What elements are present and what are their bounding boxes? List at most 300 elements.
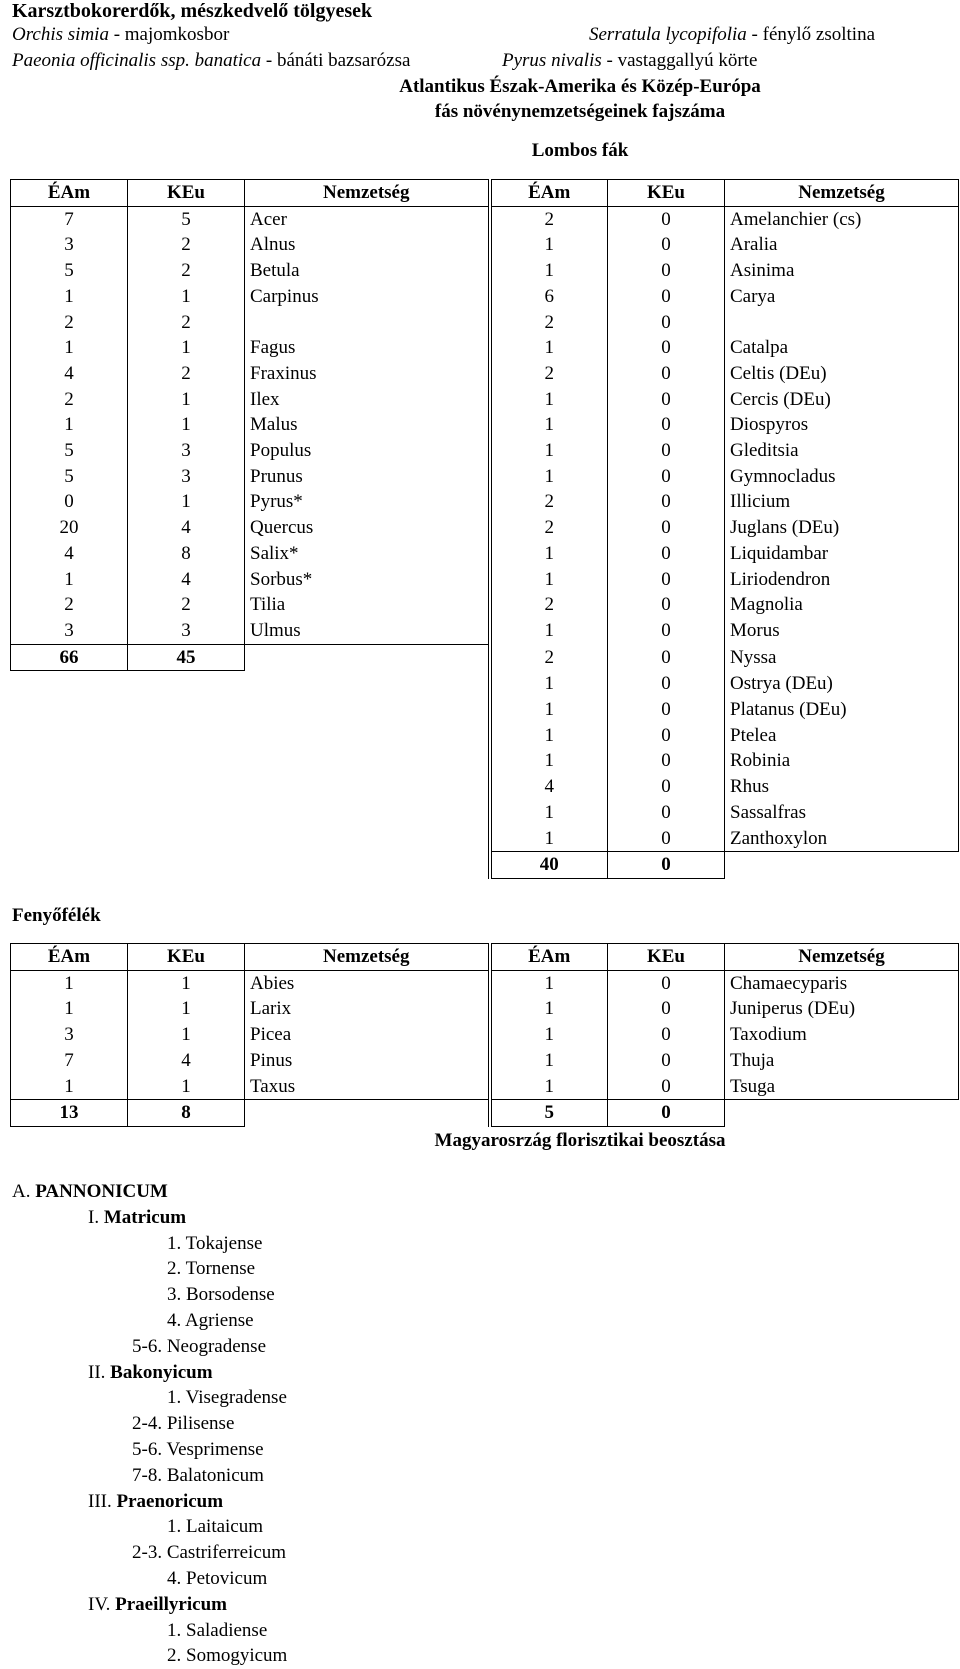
cell-keu: 0 (608, 826, 725, 852)
empty-cell (245, 671, 490, 697)
cell-keu: 1 (128, 387, 245, 413)
table-row (11, 723, 959, 749)
outline-prefix: 5-6. (132, 1335, 167, 1357)
outline-item (12, 1360, 287, 1386)
outline-item (12, 1643, 287, 1669)
empty-cell (11, 852, 128, 879)
cell-genus: Picea (245, 1022, 490, 1048)
outline-item (12, 1205, 287, 1231)
table-row (11, 206, 959, 232)
cell-keu: 0 (608, 618, 725, 644)
outline-item (12, 1334, 287, 1360)
table-row (11, 335, 959, 361)
cell-keu: 0 (608, 996, 725, 1022)
outline-prefix: 1. (167, 1232, 186, 1254)
lombos-table (10, 179, 959, 879)
outline-label: Praenoricum (116, 1490, 224, 1512)
empty-cell (245, 826, 490, 852)
cell-genus: Gleditsia (725, 438, 959, 464)
cell-keu: 0 (608, 515, 725, 541)
cell-genus: Malus (245, 412, 490, 438)
cell-genus: Tilia (245, 592, 490, 618)
outline-prefix: II. (88, 1361, 111, 1383)
cell-keu: 0 (608, 412, 725, 438)
cell-keu: 0 (608, 284, 725, 310)
outline-label: Neogradense (166, 1335, 267, 1357)
cell-eam: 1 (490, 723, 608, 749)
cell-eam: 7 (11, 1048, 128, 1074)
cell-eam: 7 (11, 206, 128, 232)
cell-keu: 3 (128, 438, 245, 464)
table-row (11, 826, 959, 852)
empty-cell (725, 852, 959, 879)
cell-eam: 1 (11, 1074, 128, 1100)
cell-eam: 1 (490, 970, 608, 996)
cell-keu: 2 (128, 310, 245, 336)
cell-genus: Diospyros (725, 412, 959, 438)
cell-keu: 0 (608, 258, 725, 284)
cell-eam: 1 (490, 567, 608, 593)
col-header: Nemzetség (245, 180, 490, 207)
col-header: KEu (128, 180, 245, 207)
cell-keu: 2 (128, 232, 245, 258)
cell-genus: Sassalfras (725, 800, 959, 826)
outline-item (12, 1463, 287, 1489)
cell-eam: 1 (490, 996, 608, 1022)
table-row (11, 996, 959, 1022)
cell-keu: 1 (128, 1074, 245, 1100)
total-keu: 45 (128, 644, 245, 671)
outline-prefix: I. (88, 1206, 104, 1228)
cell-eam: 2 (490, 644, 608, 671)
empty-cell (128, 826, 245, 852)
cell-eam: 6 (490, 284, 608, 310)
cell-eam: 5 (11, 258, 128, 284)
cell-genus: Tsuga (725, 1074, 959, 1100)
cell-genus: Chamaecyparis (725, 970, 959, 996)
outline-label: Visegradense (185, 1387, 287, 1409)
cell-genus: Taxus (245, 1074, 490, 1100)
cell-keu: 0 (608, 567, 725, 593)
outline-item (12, 1592, 287, 1618)
table-row (11, 748, 959, 774)
cell-genus: Betula (245, 258, 490, 284)
table-row (11, 970, 959, 996)
empty-cell (245, 800, 490, 826)
cell-genus: Quercus (245, 515, 490, 541)
outline-item (12, 1489, 287, 1515)
cell-eam: 1 (490, 800, 608, 826)
cell-genus: Juniperus (DEu) (725, 996, 959, 1022)
cell-keu: 4 (128, 1048, 245, 1074)
outline-item (12, 1231, 287, 1257)
cell-eam: 1 (490, 826, 608, 852)
empty-cell (128, 800, 245, 826)
cell-eam: 1 (490, 618, 608, 644)
cell-keu: 0 (608, 671, 725, 697)
outline-label: Saladiense (186, 1619, 268, 1641)
species-serratula (589, 24, 875, 46)
cell-genus: Pinus (245, 1048, 490, 1074)
outline-item (12, 1179, 287, 1205)
cell-eam: 4 (490, 774, 608, 800)
outline-label: Petovicum (186, 1567, 268, 1589)
table-row (11, 489, 959, 515)
cell-keu: 3 (128, 464, 245, 490)
species-hu: vastaggallyú körte (617, 50, 758, 71)
outline-prefix: 2-3. (132, 1542, 167, 1564)
cell-eam: 2 (490, 361, 608, 387)
outline-prefix: 2-4. (132, 1413, 167, 1435)
cell-genus: Illicium (725, 489, 959, 515)
cell-keu: 0 (608, 800, 725, 826)
floristic-outline (12, 1179, 287, 1669)
empty-cell (11, 671, 128, 697)
cell-genus: Sorbus* (245, 567, 490, 593)
outline-label: PANNONICUM (35, 1181, 168, 1202)
cell-genus: Magnolia (725, 592, 959, 618)
empty-cell (128, 723, 245, 749)
empty-cell (725, 1100, 959, 1127)
outline-prefix: 4. (167, 1309, 185, 1331)
outline-item (12, 1437, 287, 1463)
cell-keu: 0 (608, 723, 725, 749)
table-row (11, 1022, 959, 1048)
outline-label: Vesprimense (166, 1438, 264, 1460)
magyar-heading: Magyarosrzág florisztikai beosztása (434, 1130, 726, 1151)
outline-label: Laitaicum (186, 1516, 264, 1538)
cell-keu: 0 (608, 310, 725, 336)
cell-genus: Taxodium (725, 1022, 959, 1048)
cell-genus: Juglans (DEu) (725, 515, 959, 541)
total-eam: 13 (11, 1100, 128, 1127)
col-header: ÉAm (490, 180, 608, 207)
outline-prefix: 3. (167, 1284, 186, 1306)
col-header: ÉAm (11, 180, 128, 207)
empty-cell (128, 852, 245, 879)
outline-prefix: 1. (167, 1516, 186, 1538)
cell-eam: 1 (11, 335, 128, 361)
outline-label: Tornense (185, 1258, 256, 1280)
outline-prefix: 1. (167, 1619, 186, 1641)
cell-genus: Fagus (245, 335, 490, 361)
table-row (11, 387, 959, 413)
empty-cell (245, 644, 490, 671)
empty-cell (245, 852, 490, 879)
cell-genus: Nyssa (725, 644, 959, 671)
table-row (11, 438, 959, 464)
total-eam: 66 (11, 644, 128, 671)
total-keu: 8 (128, 1100, 245, 1127)
outline-prefix: 5-6. (132, 1438, 167, 1460)
species-pyrus (502, 50, 757, 72)
species-orchis (12, 24, 229, 46)
col-header: Nemzetség (725, 944, 959, 971)
cell-eam: 5 (11, 464, 128, 490)
cell-genus (245, 310, 490, 336)
cell-eam: 2 (490, 206, 608, 232)
empty-cell (245, 723, 490, 749)
fenyo-table (10, 943, 959, 1127)
cell-genus: Alnus (245, 232, 490, 258)
table-row (11, 800, 959, 826)
outline-item (12, 1566, 287, 1592)
empty-cell (11, 826, 128, 852)
cell-eam: 2 (490, 489, 608, 515)
section-title-line1: Atlantikus Észak-Amerika és Közép-Európa (399, 76, 761, 97)
cell-eam: 1 (11, 996, 128, 1022)
outline-label: Castriferreicum (166, 1542, 287, 1564)
species-sep: - (746, 24, 763, 45)
cell-genus: Prunus (245, 464, 490, 490)
cell-eam: 1 (490, 412, 608, 438)
cell-eam: 1 (11, 567, 128, 593)
outline-label: Tokajense (185, 1232, 263, 1254)
col-header: Nemzetség (245, 944, 490, 971)
outline-label: Balatonicum (166, 1464, 264, 1486)
table-row (11, 412, 959, 438)
cell-keu: 2 (128, 258, 245, 284)
cell-genus (725, 310, 959, 336)
outline-prefix: 1. (167, 1387, 186, 1409)
empty-cell (245, 748, 490, 774)
cell-genus: Amelanchier (cs) (725, 206, 959, 232)
empty-cell (11, 748, 128, 774)
cell-keu: 1 (128, 284, 245, 310)
empty-cell (11, 774, 128, 800)
cell-genus: Abies (245, 970, 490, 996)
species-latin: Serratula lycopifolia (589, 24, 747, 45)
species-sep: - (261, 50, 277, 71)
table-row (11, 644, 959, 671)
lombos-heading: Lombos fák (531, 140, 629, 161)
outline-item (12, 1256, 287, 1282)
col-header: ÉAm (490, 944, 608, 971)
cell-genus: Populus (245, 438, 490, 464)
cell-eam: 1 (490, 697, 608, 723)
cell-eam: 2 (11, 387, 128, 413)
cell-genus: Pyrus* (245, 489, 490, 515)
cell-genus: Liriodendron (725, 567, 959, 593)
cell-keu: 0 (608, 438, 725, 464)
species-sep: - (108, 24, 125, 45)
cell-keu: 1 (128, 489, 245, 515)
empty-cell (11, 800, 128, 826)
outline-item (12, 1618, 287, 1644)
cell-eam: 4 (11, 361, 128, 387)
cell-genus: Larix (245, 996, 490, 1022)
cell-eam: 1 (11, 970, 128, 996)
species-paeonia (12, 50, 410, 72)
cell-keu: 1 (128, 412, 245, 438)
cell-eam: 3 (11, 232, 128, 258)
table-row (11, 541, 959, 567)
table-row (11, 671, 959, 697)
cell-eam: 1 (490, 541, 608, 567)
cell-eam: 5 (11, 438, 128, 464)
page-heading: Karsztbokorerdők, mészkedvelő tölgyesek (12, 0, 373, 22)
cell-keu: 0 (608, 387, 725, 413)
table-row (11, 310, 959, 336)
cell-genus: Aralia (725, 232, 959, 258)
outline-prefix: A. (12, 1181, 36, 1202)
cell-eam: 1 (490, 1022, 608, 1048)
empty-cell (128, 671, 245, 697)
outline-label: Borsodense (186, 1284, 275, 1306)
col-header: KEu (608, 180, 725, 207)
cell-genus: Catalpa (725, 335, 959, 361)
outline-prefix: 4. (167, 1567, 186, 1589)
cell-eam: 2 (490, 310, 608, 336)
outline-label: Praeillyricum (115, 1593, 227, 1615)
cell-keu: 0 (608, 489, 725, 515)
table-row (11, 515, 959, 541)
total-eam: 5 (490, 1100, 608, 1127)
cell-eam: 0 (11, 489, 128, 515)
cell-eam: 1 (490, 387, 608, 413)
empty-cell (128, 774, 245, 800)
table-row (11, 1048, 959, 1074)
cell-keu: 1 (128, 996, 245, 1022)
cell-genus: Ostrya (DEu) (725, 671, 959, 697)
cell-genus: Carpinus (245, 284, 490, 310)
cell-eam: 1 (490, 438, 608, 464)
species-latin: Pyrus nivalis (502, 50, 602, 71)
cell-eam: 3 (11, 1022, 128, 1048)
cell-keu: 0 (608, 697, 725, 723)
fenyo-heading: Fenyőfélék (12, 905, 101, 926)
table-row (11, 258, 959, 284)
cell-keu: 0 (608, 541, 725, 567)
cell-eam: 2 (490, 515, 608, 541)
cell-genus: Thuja (725, 1048, 959, 1074)
table-row (11, 1100, 959, 1127)
cell-eam: 1 (11, 284, 128, 310)
empty-cell (128, 748, 245, 774)
cell-keu: 0 (608, 1022, 725, 1048)
species-hu: majomkosbor (124, 24, 230, 45)
cell-keu: 1 (128, 335, 245, 361)
total-keu: 0 (608, 1100, 725, 1127)
cell-keu: 0 (608, 748, 725, 774)
cell-keu: 0 (608, 232, 725, 258)
table-row (11, 592, 959, 618)
table-header-row (11, 180, 959, 207)
outline-prefix: IV. (88, 1593, 116, 1615)
empty-cell (245, 697, 490, 723)
table-row (11, 852, 959, 879)
empty-cell (245, 774, 490, 800)
table-row (11, 232, 959, 258)
col-header: ÉAm (11, 944, 128, 971)
cell-genus: Platanus (DEu) (725, 697, 959, 723)
empty-cell (128, 697, 245, 723)
outline-item (12, 1540, 287, 1566)
cell-eam: 1 (490, 335, 608, 361)
species-hu: fénylő zsoltina (762, 24, 876, 45)
species-latin: Paeonia officinalis ssp. banatica (12, 50, 262, 71)
cell-keu: 0 (608, 644, 725, 671)
outline-prefix: 7-8. (132, 1464, 167, 1486)
cell-eam: 4 (11, 541, 128, 567)
section-title-line2: fás növénynemzetségeinek fajszáma (434, 101, 726, 122)
table-row (11, 567, 959, 593)
outline-item (12, 1385, 287, 1411)
cell-genus: Cercis (DEu) (725, 387, 959, 413)
cell-eam: 1 (490, 748, 608, 774)
outline-item (12, 1411, 287, 1437)
outline-label: Somogyicum (186, 1645, 288, 1667)
cell-genus: Ptelea (725, 723, 959, 749)
col-header: Nemzetség (725, 180, 959, 207)
species-hu: bánáti bazsarózsa (276, 50, 411, 71)
table-row (11, 284, 959, 310)
table-row (11, 361, 959, 387)
cell-keu: 4 (128, 515, 245, 541)
cell-keu: 0 (608, 464, 725, 490)
species-latin: Orchis simia (12, 24, 109, 45)
outline-prefix: 2. (167, 1645, 186, 1667)
cell-genus: Rhus (725, 774, 959, 800)
outline-item (12, 1308, 287, 1334)
table-header-row (11, 944, 959, 971)
cell-genus: Carya (725, 284, 959, 310)
cell-keu: 1 (128, 970, 245, 996)
empty-cell (11, 723, 128, 749)
outline-label: Pilisense (166, 1413, 235, 1435)
cell-keu: 2 (128, 361, 245, 387)
cell-eam: 20 (11, 515, 128, 541)
cell-eam: 1 (490, 1074, 608, 1100)
col-header: KEu (128, 944, 245, 971)
cell-eam: 1 (11, 412, 128, 438)
cell-keu: 4 (128, 567, 245, 593)
col-header: KEu (608, 944, 725, 971)
outline-item (12, 1514, 287, 1540)
cell-keu: 0 (608, 1048, 725, 1074)
table-row (11, 697, 959, 723)
cell-genus: Fraxinus (245, 361, 490, 387)
cell-keu: 0 (608, 1074, 725, 1100)
cell-genus: Asinima (725, 258, 959, 284)
cell-keu: 0 (608, 970, 725, 996)
cell-keu: 0 (608, 592, 725, 618)
cell-keu: 5 (128, 206, 245, 232)
cell-genus: Celtis (DEu) (725, 361, 959, 387)
outline-label: Agriense (184, 1309, 254, 1331)
table-row (11, 774, 959, 800)
cell-genus: Gymnocladus (725, 464, 959, 490)
cell-eam: 1 (490, 464, 608, 490)
cell-genus: Robinia (725, 748, 959, 774)
cell-keu: 0 (608, 335, 725, 361)
cell-eam: 2 (490, 592, 608, 618)
cell-genus: Salix* (245, 541, 490, 567)
empty-cell (11, 697, 128, 723)
table-row (11, 618, 959, 644)
cell-genus: Ilex (245, 387, 490, 413)
cell-keu: 0 (608, 361, 725, 387)
cell-genus: Morus (725, 618, 959, 644)
cell-eam: 1 (490, 1048, 608, 1074)
cell-genus: Liquidambar (725, 541, 959, 567)
total-eam: 40 (490, 852, 608, 879)
total-keu: 0 (608, 852, 725, 879)
cell-genus: Zanthoxylon (725, 826, 959, 852)
species-sep: - (601, 50, 618, 71)
outline-prefix: III. (88, 1490, 117, 1512)
cell-keu: 8 (128, 541, 245, 567)
